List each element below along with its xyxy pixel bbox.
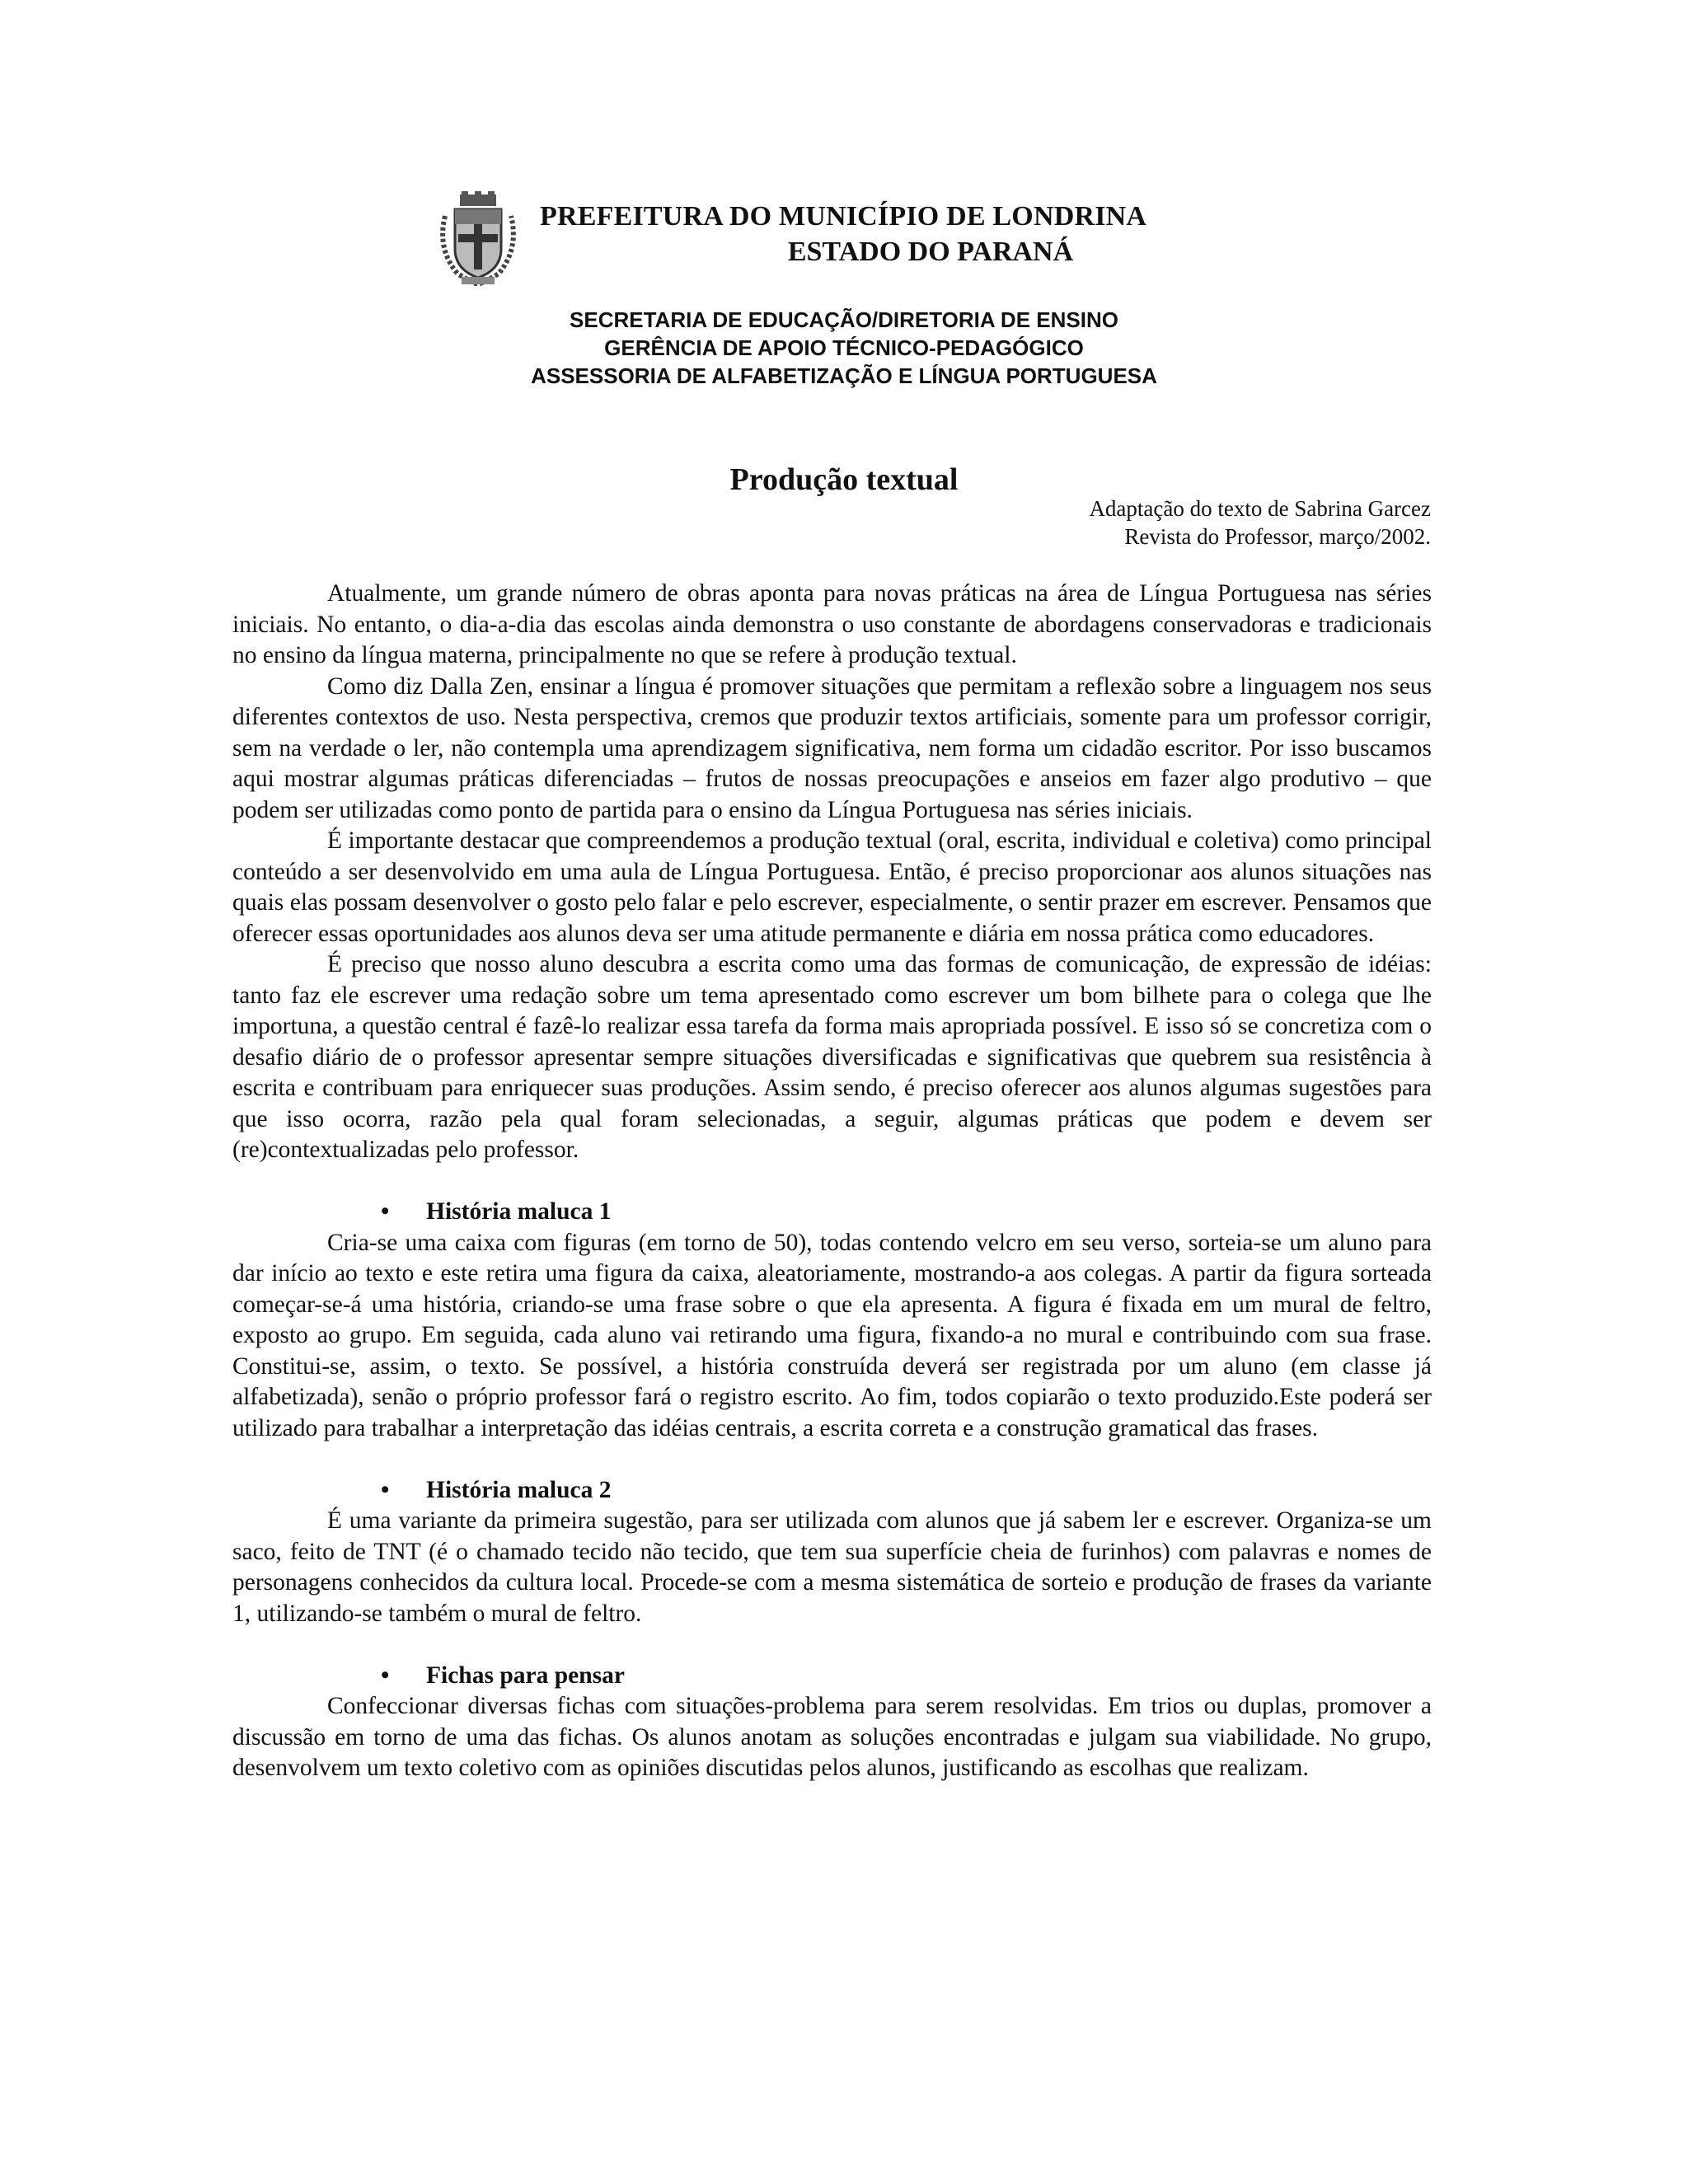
document-body [232, 579, 1432, 1784]
bullet-icon: • [381, 1476, 390, 1503]
paragraph: É preciso que nosso aluno descubra a escrita como uma das formas de comunicação, de expressão de idéias: tanto faz ele escrever uma redação sobre um tema apresentado como escrever um bom bilhete para o colega que lhe importuna, a questão central é fazê-lo realizar essa tarefa da forma mais apropriada possível. E isso só se concretiza com o desafio diário de o professor apresentar sempre situações diversificadas e significativas que quebrem sua resistência à escrita e contribuam para enriquecer suas produções. Assim sendo, é preciso oferecer aos alunos algumas sugestões para que isso ocorra, razão pela qual foram selecionadas, a seguir, algumas práticas que podem e devem ser (re)contextualizadas pelo professor. [232, 951, 1432, 1163]
paragraph: É uma variante da primeira sugestão, para ser utilizada com alunos que já sabem ler e escrever. Organiza-se um saco, feito de TNT (é o chamado tecido não tecido, que tem sua superfície cheia de furinhos) com palavras e nomes de personagens conhecidos da cultura local. Procede-se com a mesma sistemática de sorteio e produção de frases da variante 1, utilizando-se também o mural de feltro. [232, 1507, 1432, 1627]
section-heading-label: História maluca 1 [426, 1198, 612, 1225]
paragraph: Como diz Dalla Zen, ensinar a língua é promover situações que permitam a reflexão sobre a linguagem nos seus diferentes contextos de uso. Nesta perspectiva, cremos que produzir textos artificiais, somente para um professor corrigir, sem na verdade o ler, não contempla uma aprendizagem significativa, nem forma um cidadão escritor. Por isso buscamos aqui mostrar algumas práticas diferenciadas – frutos de nossas preocupações e anseios em fazer algo produtivo – que podem ser utilizadas como ponto de partida para o ensino da Língua Portuguesa nas séries iniciais. [232, 673, 1432, 823]
paragraph: Cria-se uma caixa com figuras (em torno de 50), todas contendo velcro em seu verso, sorteia-se um aluno para dar início ao texto e este retira uma figura da caixa, aleatoriamente, mostrando-a aos colegas. A partir da figura sorteada começar-se-á uma história, criando-se uma frase sobre o que ela apresenta. A figura é fixada em um mural de feltro, exposto ao grupo. Em seguida, cada aluno vai retirando uma figura, fixando-a no mural e contribuindo com sua frase. Constitui-se, assim, o texto. Se possível, a história construída deverá ser registrada por um aluno (em classe já alfabetizada), senão o próprio professor fará o registro escrito. Ao fim, todos copiarão o texto produzido.Este poderá ser utilizado para trabalhar a interpretação das idéias centrais, a escrita correta e a construção gramatical das frases. [232, 1229, 1432, 1441]
department-line: SECRETARIA DE EDUCAÇÃO/DIRETORIA DE ENSINO [570, 307, 1118, 332]
municipality-title: PREFEITURA DO MUNICÍPIO DE LONDRINA [540, 201, 1147, 232]
section-heading [232, 1197, 1432, 1228]
attribution-line: Adaptação do texto de Sabrina Garcez [1089, 496, 1431, 521]
section-heading [232, 1661, 1432, 1692]
paragraph: Atualmente, um grande número de obras aponta para novas práticas na área de Língua Portuguesa nas séries iniciais. No entanto, o dia-a-dia das escolas ainda demonstra o uso constante de abordagens conservadoras e tradicionais no ensino da língua materna, principalmente no que se refere à produção textual. [232, 580, 1432, 668]
paragraph: É importante destacar que compreendemos a produção textual (oral, escrita, individual e coletiva) como principal conteúdo a ser desenvolvido em uma aula de Língua Portuguesa. Então, é preciso proporcionar aos alunos situações nas quais elas possam desenvolver o gosto pelo falar e pelo escrever, especialmente, o sentir prazer em escrever. Pensamos que oferecer essas oportunidades aos alunos deva ser uma atitude permanente e diária em nossa prática como educadores. [232, 827, 1432, 947]
state-subtitle: ESTADO DO PARANÁ [787, 237, 1074, 267]
attribution-line: Revista do Professor, março/2002. [1124, 524, 1431, 549]
section-heading-label: Fichas para pensar [426, 1661, 625, 1689]
bullet-icon: • [381, 1198, 390, 1225]
attribution [1089, 494, 1431, 551]
department-line: ASSESSORIA DE ALFABETIZAÇÃO E LÍNGUA PORTUGUESA [531, 363, 1157, 388]
bullet-icon: • [381, 1661, 390, 1689]
section-heading-label: História maluca 2 [426, 1476, 612, 1503]
paragraph: Confeccionar diversas fichas com situações-problema para serem resolvidas. Em trios ou duplas, promover a discussão em torno de uma das fichas. Os alunos anotam as soluções encontradas e julgam sua viabilidade. No grupo, desenvolvem um texto coletivo com as opiniões discutidas pelos alunos, justificando as escolhas que realizam. [232, 1693, 1432, 1781]
section-heading [232, 1475, 1432, 1507]
department-block [0, 306, 1688, 390]
document-title: Produção textual [729, 462, 959, 497]
department-line: GERÊNCIA DE APOIO TÉCNICO-PEDAGÓGICO [604, 335, 1084, 360]
